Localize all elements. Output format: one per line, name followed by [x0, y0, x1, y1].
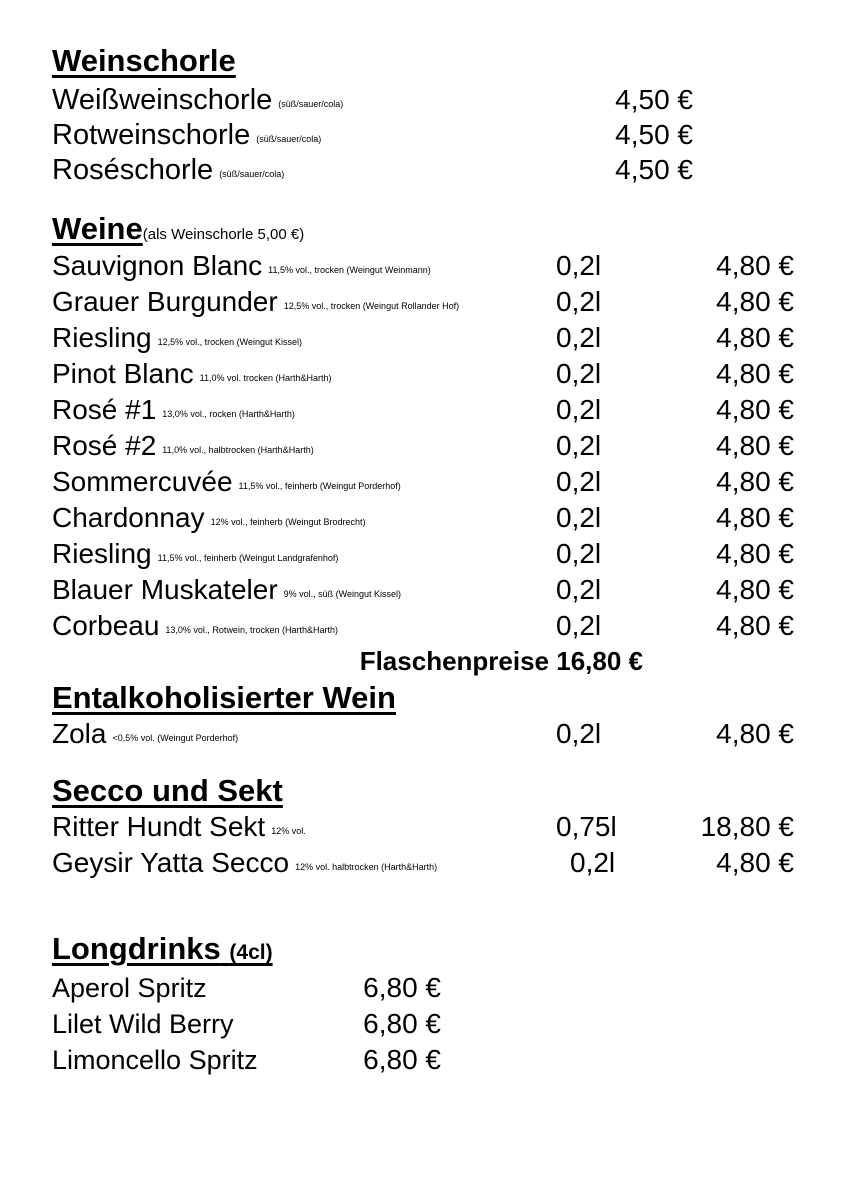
- menu-row: [0, 284, 848, 320]
- item-name: Ritter Hundt Sekt 12% vol.: [52, 811, 306, 842]
- item-description: 11,0% vol. trocken (Harth&Harth): [199, 373, 332, 383]
- item-description: 13,0% vol., Rotwein, trocken (Harth&Harth): [165, 625, 338, 635]
- item-price: 6,80 €: [363, 972, 441, 1003]
- item-name: Pinot Blanc 11,0% vol. trocken (Harth&Harth): [52, 358, 332, 389]
- item-price: 4,80 €: [716, 502, 794, 533]
- item-volume: 0,75l: [556, 811, 617, 842]
- item-name: Rosé #2 11,0% vol., halbtrocken (Harth&Harth): [52, 430, 314, 461]
- menu-row: [0, 152, 848, 188]
- item-name: Limoncello Spritz: [52, 1045, 258, 1075]
- item-volume: 0,2l: [556, 574, 602, 605]
- item-description: 11,0% vol., halbtrocken (Harth&Harth): [162, 445, 314, 455]
- item-price: 6,80 €: [363, 1008, 441, 1039]
- item-name: Weißweinschorle (süß/sauer/cola): [52, 84, 344, 116]
- item-price: 4,50 €: [615, 154, 693, 185]
- menu-row: [0, 464, 848, 500]
- item-name: Geysir Yatta Secco 12% vol. halbtrocken (Harth&Harth): [52, 847, 438, 878]
- item-price: 6,80 €: [363, 1044, 441, 1075]
- item-name: Chardonnay 12% vol., feinherb (Weingut Brodrecht): [52, 502, 366, 533]
- item-description: 11,5% vol., trocken (Weingut Weinmann): [268, 265, 431, 275]
- item-price: 4,80 €: [716, 574, 794, 605]
- item-volume: 0,2l: [556, 538, 602, 569]
- item-description: (süß/sauer/cola): [219, 169, 285, 179]
- item-name: Aperol Spritz: [52, 973, 207, 1003]
- menu-row: [0, 845, 848, 881]
- item-price: 4,80 €: [716, 610, 794, 641]
- item-price: 4,80 €: [716, 322, 794, 353]
- item-price: 4,80 €: [716, 538, 794, 569]
- item-volume: 0,2l: [556, 502, 602, 533]
- item-name: Rosé #1 13,0% vol., rocken (Harth&Harth): [52, 394, 295, 425]
- item-price: 4,80 €: [716, 718, 794, 749]
- menu-row: [0, 356, 848, 392]
- menu-row: [0, 1006, 848, 1042]
- item-description: 12% vol. halbtrocken (Harth&Harth): [295, 862, 438, 872]
- item-name: Sauvignon Blanc 11,5% vol., trocken (Weingut Weinmann): [52, 250, 431, 281]
- menu-row: [0, 970, 848, 1006]
- menu-row: [0, 608, 848, 644]
- item-volume: 0,2l: [556, 358, 602, 389]
- item-volume: 0,2l: [556, 718, 602, 749]
- item-name: Riesling 11,5% vol., feinherb (Weingut Landgrafenhof): [52, 538, 339, 569]
- item-volume: 0,2l: [556, 322, 602, 353]
- item-volume: 0,2l: [556, 430, 602, 461]
- item-name: Blauer Muskateler 9% vol., süß (Weingut Kissel): [52, 574, 402, 605]
- item-description: 13,0% vol., rocken (Harth&Harth): [162, 409, 295, 419]
- menu-row: [0, 82, 848, 118]
- item-price: 4,80 €: [716, 466, 794, 497]
- item-description: 11,5% vol., feinherb (Weingut Landgrafenhof): [157, 553, 339, 563]
- item-volume: 0,2l: [556, 250, 602, 281]
- item-price: 18,80 €: [700, 811, 794, 842]
- item-name: Sommercuvée 11,5% vol., feinherb (Weingut Porderhof): [52, 466, 401, 497]
- item-description: 12,5% vol., trocken (Weingut Rollander Hof): [283, 301, 460, 311]
- menu-row: [0, 248, 848, 284]
- item-price: 4,80 €: [716, 250, 794, 281]
- menu-row: [0, 320, 848, 356]
- item-name: Roséschorle (süß/sauer/cola): [52, 154, 285, 186]
- item-volume: 0,2l: [570, 847, 616, 878]
- bottle-price-note: Flaschenpreise 16,80 €: [359, 646, 643, 676]
- menu-row: [0, 117, 848, 153]
- item-price: 4,80 €: [716, 394, 794, 425]
- menu-row: [0, 500, 848, 536]
- weine-heading-note: (als Weinschorle 5,00 €): [142, 226, 305, 243]
- menu-row: [0, 1042, 848, 1078]
- menu-row: [0, 572, 848, 608]
- menu-row: [0, 428, 848, 464]
- item-description: 12% vol.: [271, 826, 306, 836]
- item-price: 4,50 €: [615, 119, 693, 150]
- item-description: 12,5% vol., trocken (Weingut Kissel): [157, 337, 303, 347]
- item-price: 4,80 €: [716, 358, 794, 389]
- longdrinks-heading-note: (4cl): [229, 941, 273, 964]
- weine-heading: Weine(als Weinschorle 5,00 €): [52, 210, 304, 254]
- menu-row: [0, 809, 848, 845]
- item-description: 9% vol., süß (Weingut Kissel): [283, 589, 402, 599]
- secco-heading: Secco und Sekt: [52, 773, 283, 808]
- item-price: 4,80 €: [716, 847, 794, 878]
- item-price: 4,50 €: [615, 84, 693, 115]
- item-name: Riesling 12,5% vol., trocken (Weingut Kissel): [52, 322, 303, 353]
- entalkoholisiert-heading: Entalkoholisierter Wein: [52, 680, 396, 715]
- item-name: Lilet Wild Berry: [52, 1009, 234, 1039]
- weinschorle-heading: Weinschorle: [52, 43, 236, 78]
- menu-row: [0, 392, 848, 428]
- item-volume: 0,2l: [556, 610, 602, 641]
- menu-row: [0, 536, 848, 572]
- item-volume: 0,2l: [556, 394, 602, 425]
- longdrinks-heading: Longdrinks (4cl): [52, 931, 273, 966]
- item-volume: 0,2l: [556, 286, 602, 317]
- item-name: Rotweinschorle (süß/sauer/cola): [52, 119, 322, 151]
- item-name: Grauer Burgunder 12,5% vol., trocken (Weingut Rollander Hof): [52, 286, 460, 317]
- item-description: (süß/sauer/cola): [278, 99, 344, 109]
- item-description: 12% vol., feinherb (Weingut Brodrecht): [210, 517, 366, 527]
- item-name: Corbeau 13,0% vol., Rotwein, trocken (Harth&Harth): [52, 610, 338, 641]
- item-name: Zola <0,5% vol. (Weingut Porderhof): [52, 718, 239, 749]
- item-price: 4,80 €: [716, 430, 794, 461]
- item-description: 11,5% vol., feinherb (Weingut Porderhof): [238, 481, 401, 491]
- item-volume: 0,2l: [556, 466, 602, 497]
- item-description: <0,5% vol. (Weingut Porderhof): [112, 733, 239, 743]
- menu-row: [0, 716, 848, 752]
- item-description: (süß/sauer/cola): [256, 134, 322, 144]
- item-price: 4,80 €: [716, 286, 794, 317]
